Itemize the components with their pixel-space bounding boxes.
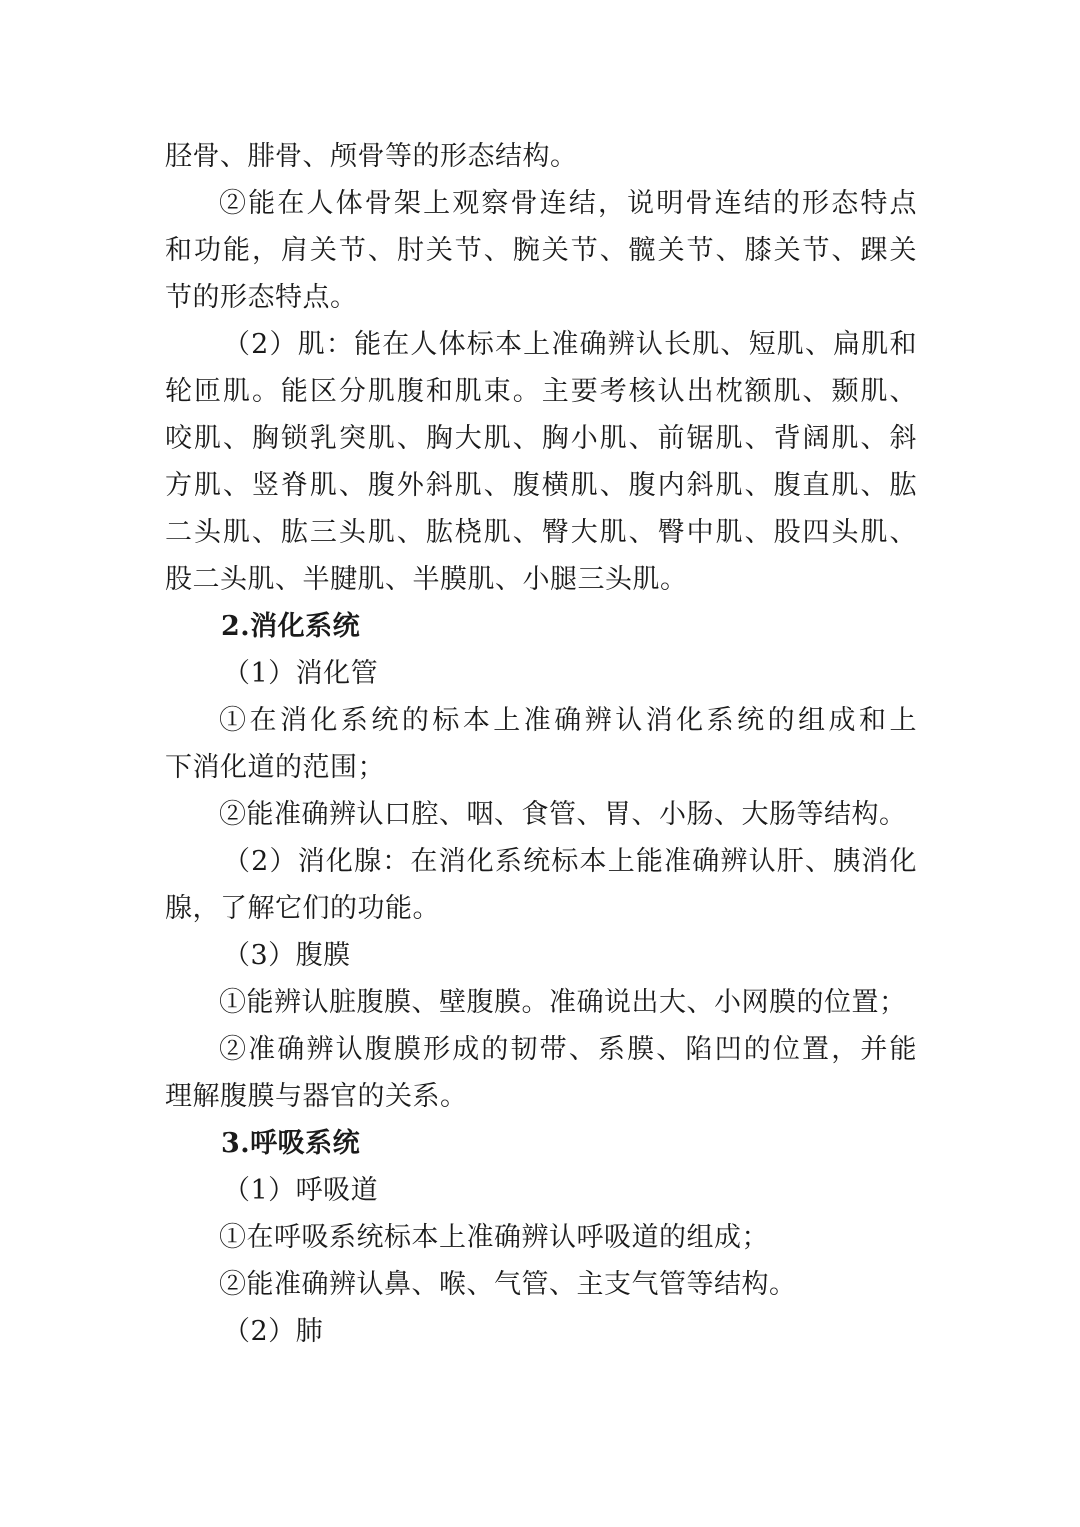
text-line: （2）消化腺：在消化系统标本上能准确辨认肝、胰消化: [223, 846, 917, 877]
text-line: 轮匝肌。能区分肌腹和肌束。主要考核认出枕额肌、颞肌、: [165, 376, 917, 407]
subsection-heading: （3）腹膜: [223, 940, 351, 971]
text-line: 节的形态特点。: [165, 282, 358, 313]
section-heading: 3.呼吸系统: [221, 1128, 361, 1159]
text-line: ①在消化系统的标本上准确辨认消化系统的组成和上: [219, 705, 917, 736]
text-line: ②能准确辨认口腔、咽、食管、胃、小肠、大肠等结构。: [219, 799, 907, 830]
text-line: 方肌、竖脊肌、腹外斜肌、腹横肌、腹内斜肌、腹直肌、肱: [165, 470, 917, 501]
text-line: 和功能，肩关节、肘关节、腕关节、髋关节、膝关节、踝关: [165, 235, 917, 266]
text-line: 胫骨、腓骨、颅骨等的形态结构。: [165, 141, 578, 172]
section-heading: 2.消化系统: [221, 611, 361, 642]
text-line: ①在呼吸系统标本上准确辨认呼吸道的组成；: [219, 1222, 769, 1253]
text-line: ①能辨认脏腹膜、壁腹膜。准确说出大、小网膜的位置；: [219, 987, 907, 1018]
document-page: [165, 133, 917, 1355]
text-line: 理解腹膜与器官的关系。: [165, 1081, 468, 1112]
text-line: 下消化道的范围；: [165, 752, 385, 783]
text-line: 股二头肌、半腱肌、半膜肌、小腿三头肌。: [165, 564, 688, 595]
text-line: （2）肌：能在人体标本上准确辨认长肌、短肌、扁肌和: [223, 329, 917, 360]
subsection-heading: （1）呼吸道: [223, 1175, 379, 1206]
subsection-heading: （1）消化管: [223, 658, 379, 689]
text-line: 腺，了解它们的功能。: [165, 893, 440, 924]
text-line: ②能准确辨认鼻、喉、气管、主支气管等结构。: [219, 1269, 797, 1300]
text-line: 二头肌、肱三头肌、肱桡肌、臀大肌、臀中肌、股四头肌、: [165, 517, 917, 548]
text-line: ②准确辨认腹膜形成的韧带、系膜、陷凹的位置，并能: [219, 1034, 917, 1065]
subsection-heading: （2）肺: [223, 1316, 324, 1347]
text-line: 咬肌、胸锁乳突肌、胸大肌、胸小肌、前锯肌、背阔肌、斜: [165, 423, 917, 454]
text-line: ②能在人体骨架上观察骨连结，说明骨连结的形态特点: [219, 188, 917, 219]
